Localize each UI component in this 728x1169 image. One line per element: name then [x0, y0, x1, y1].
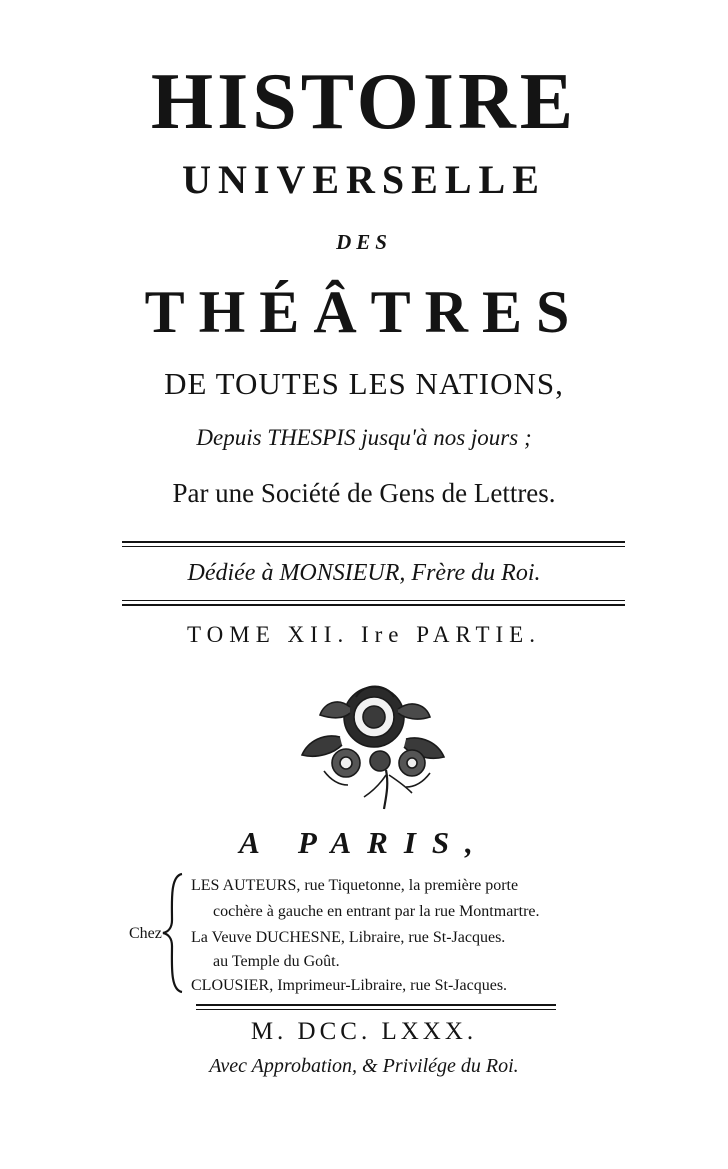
publisher-line: au Temple du Goût. — [213, 953, 340, 970]
publication-date: M. DCC. LXXX. — [250, 1018, 478, 1045]
publisher-line: CLOUSIER, Imprimeur-Libraire, rue St-Jacques. — [191, 977, 508, 994]
title-des: DES — [336, 230, 392, 254]
title-theatres: THÉÂTRES — [144, 279, 584, 345]
flower-bouquet-vignette — [294, 675, 454, 810]
title-universelle: UNIVERSELLE — [182, 157, 546, 202]
left-brace — [160, 872, 186, 994]
divider-rule-thin — [196, 1009, 556, 1010]
title-histoire: HISTOIRE — [150, 58, 578, 146]
divider-rule-thin — [122, 600, 625, 601]
divider-rule-thin — [122, 546, 625, 547]
subtitle: Depuis THESPIS jusqu'à nos jours ; — [196, 425, 532, 450]
title-nations: DE TOUTES LES NATIONS, — [164, 366, 564, 401]
chez-label: Chez — [129, 925, 162, 942]
publisher-line: LES AUTEURS, rue Tiquetonne, la première porte — [191, 877, 519, 894]
divider-rule — [122, 541, 625, 543]
publisher-line: La Veuve DUCHESNE, Libraire, rue St-Jacques. — [191, 929, 506, 946]
privilege-line: Avec Approbation, & Privilége du Roi. — [209, 1055, 519, 1077]
divider-rule — [122, 604, 625, 606]
imprint-city: A PARIS, — [239, 825, 489, 860]
dedication: Dédiée à MONSIEUR, Frère du Roi. — [187, 560, 541, 586]
volume-label: TOME XII. Ire PARTIE. — [187, 622, 541, 647]
divider-rule — [196, 1004, 556, 1006]
publisher-line: cochère à gauche en entrant par la rue Montmartre. — [213, 903, 540, 920]
authors-line: Par une Société de Gens de Lettres. — [172, 478, 556, 508]
